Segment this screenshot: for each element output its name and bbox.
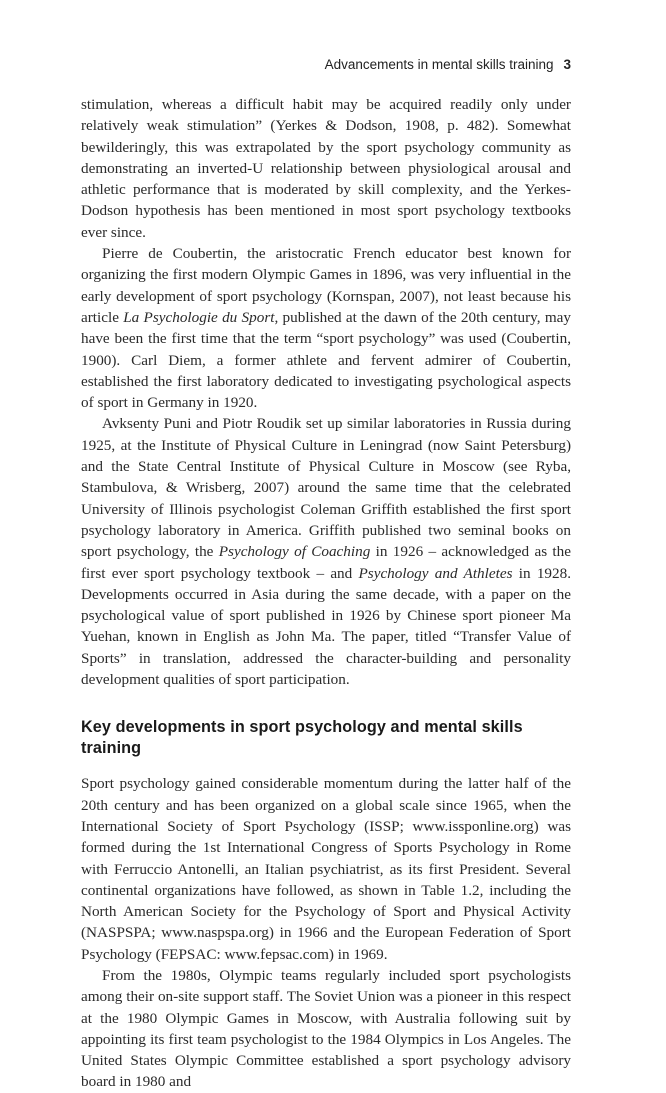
book-title-italic-2: Psychology and Athletes xyxy=(358,564,513,582)
paragraph-3-text-b: in 1926 – acknowledged as the first ever sport psychology textbook – and xyxy=(81,543,571,582)
paragraph-2-text-a: Pierre de Coubertin, the aristocratic French educator best known for organizing the first modern Olympic Games in 1896, was very influential in the early development of sport psychology (Kornspan, 2007), not least because his article xyxy=(81,245,571,326)
paragraph-2 xyxy=(81,243,571,413)
section-paragraph-2-text: From the 1980s, Olympic teams regularly included sport psychologists among their on-site support staff. The Soviet Union was a pioneer in this respect at the 1980 Olympic Games in Moscow, with Australia following suit by appointing its first team psychologist to the 1984 Olympics in Los Angeles. The United States Olympic Committee established a sport psychology advisory board in 1980 and xyxy=(81,966,571,1091)
section-heading: Key developments in sport psychology and mental skills training xyxy=(81,718,523,758)
section-paragraph-2 xyxy=(81,965,571,1093)
section-paragraph-1-text: Sport psychology gained considerable momentum during the latter half of the 20th century and has been organized on a global scale since 1965, when the International Society of Sport Psychology (ISSP; www.issponline.org) was formed during the 1st International Congress of Sports Psychology in Rome with Ferruccio Antonelli, an Italian psychiatrist, as its first President. Several continental organizations have followed, as shown in Table 1.2, including the North American Society for the Psychology of Sport and Physical Activity (NASPSPA; www.naspspa.org) in 1966 and the European Federation of Sport Psychology (FEPSAC: www.fepsac.com) in 1969. xyxy=(81,775,571,963)
paragraph-1 xyxy=(81,94,571,243)
article-title-italic: La Psychologie du Sport xyxy=(123,308,275,326)
book-title-italic-1: Psychology of Coaching xyxy=(218,543,371,561)
paragraph-3 xyxy=(81,413,571,690)
paragraph-3-text-c: in 1928. Developments occurred in Asia during the same decade, with a paper on the psychological value of sport published in 1926 by Chinese sport pioneer Ma Yuehan, known in English as John Ma. The paper, titled “Transfer Value of Sports” in translation, addressed the character-building and personality development qualities of sport participation. xyxy=(81,564,571,689)
body-text xyxy=(81,94,571,1093)
running-head-title: Advancements in mental skills training xyxy=(324,57,554,72)
paragraph-2-text-b: , published at the dawn of the 20th century, may have been the first time that the term “sport psychology” was used (Coubertin, 1900). Carl Diem, a former athlete and fervent admirer of Coubertin, established the first laboratory dedicated to investigating psychological aspects of sport in Germany in 1920. xyxy=(81,308,571,412)
page-number: 3 xyxy=(563,57,571,72)
paragraph-1-text: stimulation, whereas a difficult habit may be acquired readily only under relatively weak stimulation” (Yerkes & Dodson, 1908, p. 482). Somewhat bewilderingly, this was extrapolated by the sport psychology community as demonstrating an inverted-U relationship between physiological arousal and athletic performance that is moderated by skill complexity, and the Yerkes-Dodson hypothesis has been mentioned in most sport psychology textbooks ever since. xyxy=(81,96,571,241)
running-head xyxy=(325,57,571,72)
paragraph-3-text-a: Avksenty Puni and Piotr Roudik set up similar laboratories in Russia during 1925, at the Institute of Physical Culture in Leningrad (now Saint Petersburg) and the State Central Institute of Physical Culture in Moscow (see Ryba, Stambulova, & Wrisberg, 2007) around the same time that the celebrated University of Illinois psychologist Coleman Griffith established the first sport psychology laboratory in America. Griffith published two seminal books on sport psychology, the xyxy=(81,415,571,561)
section-paragraph-1 xyxy=(81,773,571,965)
